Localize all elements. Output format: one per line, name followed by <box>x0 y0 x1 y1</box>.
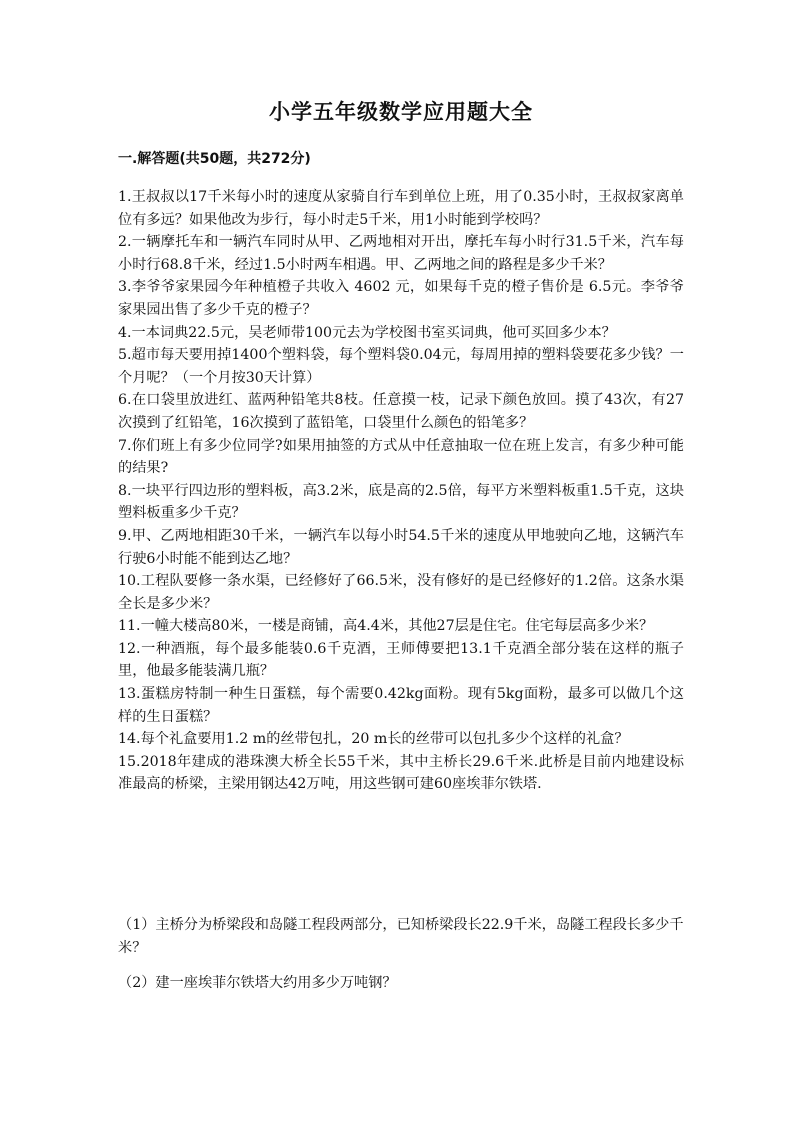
question-12: 12.一种酒瓶，每个最多能装0.6千克酒，王师傅要把13.1千克酒全部分装在这样的瓶子里，他最多能装满几瓶？ <box>118 640 684 680</box>
question-1: 1.王叔叔以17千米每小时的速度从家骑自行车到单位上班，用了0.35小时，王叔叔家离单位有多远？如果他改为步行，每小时走5千米，用1小时能到学校吗？ <box>118 189 684 228</box>
question-4: 4.一本词典22.5元，吴老师带100元去为学校图书室买词典，他可买回多少本？ <box>118 324 616 341</box>
question-14: 14.每个礼盒要用1.2 m的丝带包扎，20 m长的丝带可以包扎多少个这样的礼盒？ <box>118 731 629 748</box>
question-list <box>118 186 684 796</box>
question-2: 2.一辆摩托车和一辆汽车同时从甲、乙两地相对开出，摩托车每小时行31.5千米，汽车每小时行68.8千米，经过1.5小时两车相遇。甲、乙两地之间的路程是多少千米？ <box>118 234 684 273</box>
sub-question-1: （1）主桥分为桥梁段和岛隧工程段两部分，已知桥梁段长22.9千米，岛隧工程段长多少千米？ <box>118 917 684 956</box>
question-5: 5.超市每天要用掉1400个塑料袋，每个塑料袋0.04元，每周用掉的塑料袋要花多少钱？一个月呢？（一个月按30天计算） <box>118 347 684 386</box>
question-8: 8.一块平行四边形的塑料板，高3.2米，底是高的2.5倍，每平方米塑料板重1.5千克，这块塑料板重多少千克？ <box>118 482 684 522</box>
question-6: 6.在口袋里放进红、蓝两种铅笔共8枝。任意摸一枝，记录下颜色放回。摸了43次，有27次摸到了红铅笔，16次摸到了蓝铅笔，口袋里什么颜色的铅笔多？ <box>118 392 684 431</box>
question-11: 11.一幢大楼高80米，一楼是商铺，高4.4米，其他27层是住宅。住宅每层高多少米？ <box>118 618 654 635</box>
section-heading: 一.解答题(共50题，共272分) <box>118 151 311 167</box>
question-13: 13.蛋糕房特制一种生日蛋糕，每个需要0.42kg面粉。现有5kg面粉，最多可以做几个这样的生日蛋糕？ <box>118 686 684 725</box>
question-9: 9.甲、乙两地相距30千米，一辆汽车以每小时54.5千米的速度从甲地驶向乙地，这辆汽车行驶6小时能不能到达乙地？ <box>118 527 684 567</box>
question-7: 7.你们班上有多少位同学?如果用抽签的方式从中任意抽取一位在班上发言，有多少种可能的结果? <box>118 437 684 477</box>
question-3: 3.李爷爷家果园今年种植橙子共收入 4602 元，如果每千克的橙子售价是 6.5元。李爷爷家果园出售了多少千克的橙子？ <box>118 279 684 318</box>
question-15: 15.2018年建成的港珠澳大桥全长55千米，其中主桥长29.6千米.此桥是目前内地建设标准最高的桥梁，主梁用钢达42万吨，用这些钢可建60座埃菲尔铁塔. <box>118 753 684 793</box>
sub-question-2: （2）建一座埃菲尔铁塔大约用多少万吨钢？ <box>118 975 397 991</box>
page-title: 小学五年级数学应用题大全 <box>269 100 533 124</box>
question-10: 10.工程队要修一条水渠，已经修好了66.5米，没有修好的是已经修好的1.2倍。这条水渠全长是多少米？ <box>118 573 684 612</box>
